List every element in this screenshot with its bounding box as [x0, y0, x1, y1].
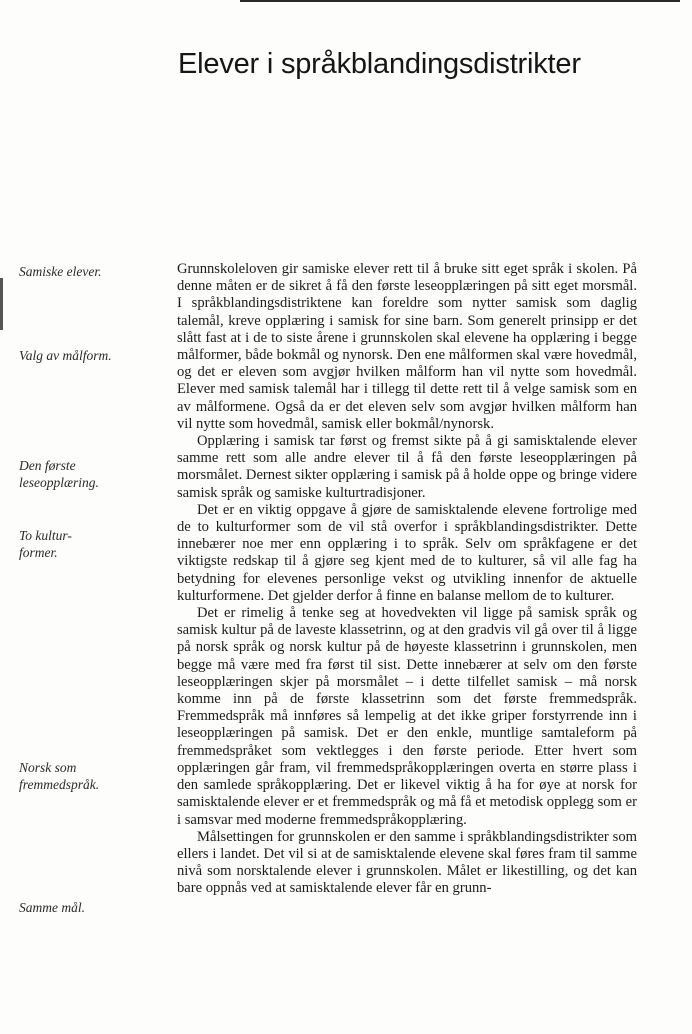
margin-note-line: leseopplæring. — [19, 475, 99, 490]
margin-note-text: Samiske elever. — [19, 264, 102, 279]
margin-note-line: fremmedspråk. — [19, 777, 100, 792]
margin-note-text: Samme mål. — [19, 900, 85, 915]
margin-note-line: To kultur- — [19, 528, 72, 543]
margin-note-forste-leseopplaering — [19, 457, 159, 491]
paragraph-5: Målsettingen for grunnskolen er den samme i språkblandingsdistrikter som ellers i landet. Det vil si at de samisktalende elevene skal føres fram til samme nivå som norsktalende elever i grunnskolen. Målet er likestilling, og det kan bare oppnås ved at samisktalende elever får en grunn- — [177, 828, 637, 897]
margin-note-line: former. — [19, 545, 58, 560]
top-rule — [240, 0, 680, 2]
margin-note-norsk-som-fremmedsprak — [19, 759, 159, 793]
paragraph-4: Det er rimelig å tenke seg at hovedvekten vil ligge på samisk språk og samisk kultur på de laveste klassetrinn, og at den gradvis vil gå over til å ligge på norsk språk og norsk kultur på de høyeste klassetrinn i grunnskolen, men begge må være med fra først til sist. Dette innebærer at selv om den første leseopplæringen skjer på morsmålet – i dette tilfellet samisk – må norsk komme inn på de første klassetrinn som det første fremmedspråk. Fremmedspråk må innføres så lempelig at det ikke griper forstyrrende inn i leseopplæringen på samisk. Det er den enkle, muntlige samtaleform på fremmedspråket som vektlegges i den første periode. Etter hvert som opplæringen går fram, vil fremmedspråkopplæringen overta en større plass i den samlede språkopplæring. Det er likevel viktig å ha for øye at norsk for samisktalende elever er et fremmedspråk og må få et metodisk opplegg som er i samsvar med moderne fremmedspråkopplæring. — [177, 605, 637, 828]
margin-note-text: Valg av målform. — [19, 348, 112, 363]
margin-note-line: Norsk som — [19, 760, 77, 775]
paragraph-1: Grunnskoleloven gir samiske elever rett til å bruke sitt eget språk i skolen. På denne måten er de sikret å få den første leseopplæringen på sitt eget morsmål. I språkblandingsdistriktene kan foreldre som nytter samisk som daglig talemål, kreve opplæring i samisk for sine barn. Som generelt prinsipp er det slått fast at i de to siste årene i grunnskolen skal elevene ha opplæring i begge målformer, både bokmål og nynorsk. Den ene målformen skal være hovedmål, og det er eleven som avgjør hvilken målform han vil nytte som hovedmål. Elever med samisk talemål har i tillegg til dette rett til å velge samisk som en av målformene. Også da er det eleven selv som avgjør hvilken målform han vil nytte som hovedmål, samisk eller bokmål/nynorsk. — [177, 261, 637, 432]
body-text — [177, 261, 637, 898]
margin-note-valg-av-malform — [19, 347, 159, 364]
margin-note-samiske-elever — [19, 263, 159, 280]
margin-note-to-kulturformer — [19, 527, 159, 561]
paragraph-3: Det er en viktig oppgave å gjøre de samisktalende elevene fortrolige med de to kulturformer som de vil stå overfor i språkblandingsdistrikter. Dette innebærer noe mer enn opplæring i to språk. Selv om språkfagene er det viktigste redskap til å gjøre seg kjent med de to kulturer, så vil alle fag ha betydning for elevenes personlige vekst og utvikling innenfor de aktuelle kulturformene. Det gjelder derfor å finne en balanse mellom de to kulturer. — [177, 501, 637, 604]
paragraph-2: Opplæring i samisk tar først og fremst sikte på å gi samisktalende elever samme rett som alle andre elever til å få den første leseopplæringen på morsmålet. Dernest sikter opplæring i samisk på å holde oppe og bringe videre samisk språk og samiske kulturtradisjoner. — [177, 433, 638, 501]
margin-note-samme-mal — [19, 899, 159, 916]
page-title: Elever i språkblandingsdistrikter — [178, 48, 581, 80]
margin-note-line: Den første — [19, 458, 76, 473]
binding-edge-mark — [0, 278, 3, 330]
